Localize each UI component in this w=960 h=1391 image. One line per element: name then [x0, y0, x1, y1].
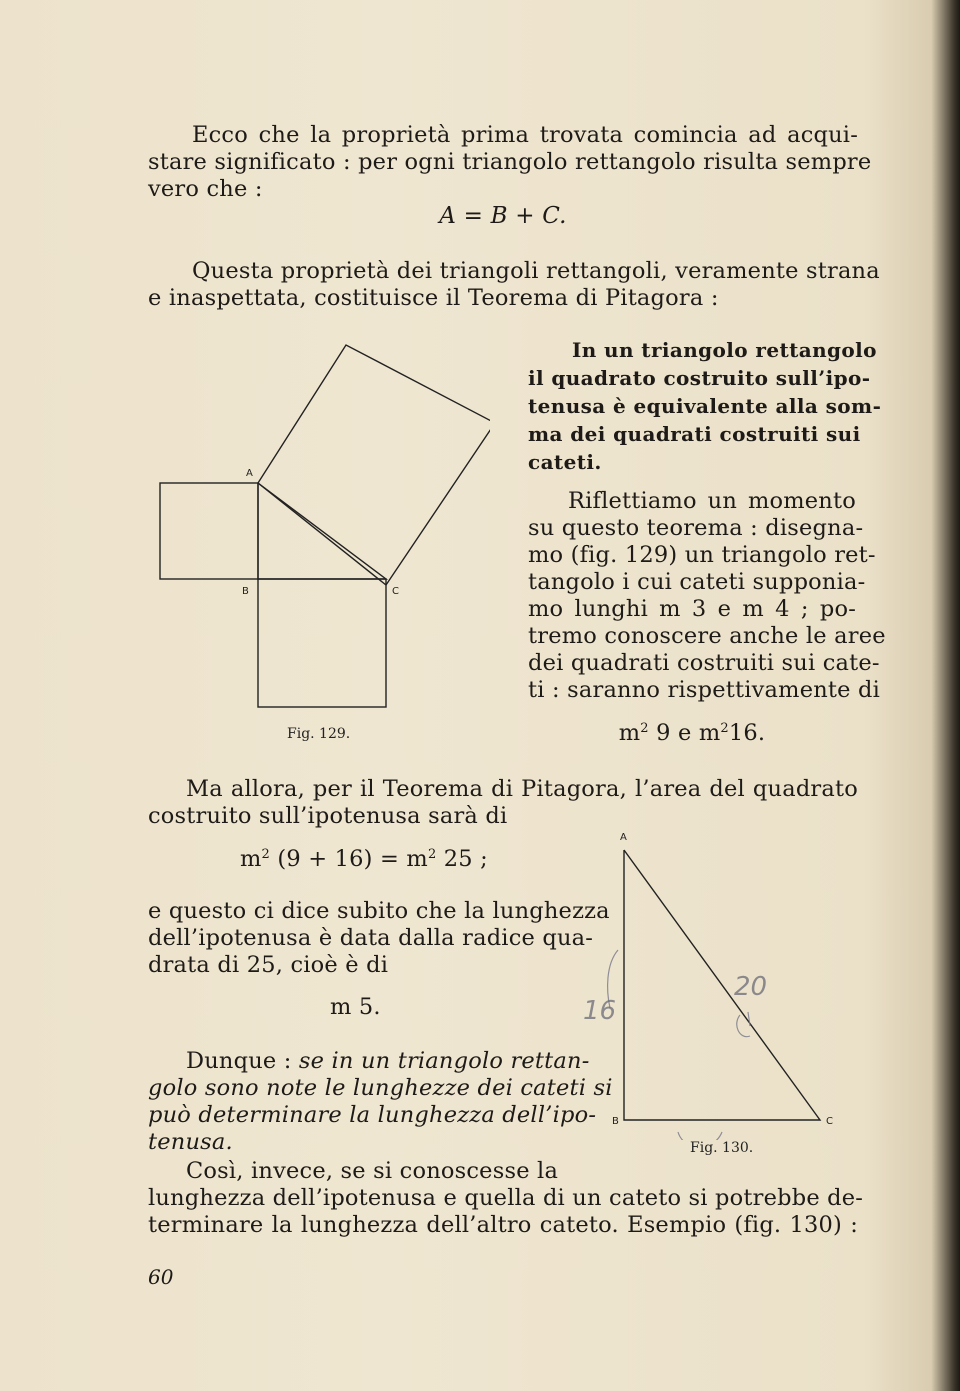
- text-line: su questo teorema : disegna-: [528, 515, 864, 541]
- pencil-annotation-20: 20: [734, 972, 768, 1002]
- paragraph-inverse: [148, 1158, 864, 1239]
- text-line: Ecco che la proprietà prima trovata comincia ad acqui-: [192, 122, 858, 148]
- triangle-130: [624, 850, 820, 1120]
- fig129-label-c: C: [392, 586, 399, 597]
- leg-square-bc: [258, 579, 386, 707]
- text-line: dell’ipotenusa è data dalla radice qua-: [148, 925, 594, 951]
- fig129-label-b: B: [242, 586, 249, 597]
- paragraph-pythagoras-intro: [148, 258, 880, 312]
- text-line: costruito sull’ipotenusa sarà di: [148, 803, 508, 829]
- hypotenuse-square: [258, 345, 490, 585]
- text-line: ti : saranno rispettivamente di: [528, 677, 881, 703]
- text-line: vero che :: [148, 176, 263, 202]
- theorem-statement: [528, 336, 882, 476]
- paragraph-reflection: [528, 488, 886, 704]
- text-line: il quadrato costruito sull’ipo-: [528, 366, 871, 390]
- text-line: Così, invece, se si conoscesse la: [186, 1158, 559, 1184]
- paragraph-hypotenuse-area: [148, 776, 858, 830]
- text-line: stare significato : per ogni triangolo rettangolo risulta sempre: [148, 149, 872, 175]
- text-line: lunghezza dell’ipotenusa e quella di un cateto si potrebbe de-: [148, 1185, 864, 1211]
- fig129-caption: Fig. 129.: [287, 726, 351, 742]
- fig130-label-a: A: [620, 832, 627, 843]
- formula-a-b-c: A = B + C.: [439, 203, 567, 229]
- text-line: drata di 25, cioè è di: [148, 952, 389, 978]
- figure-129-diagram: [150, 335, 490, 725]
- pencil-annotation-16: 16: [583, 996, 617, 1026]
- paragraph-intro: [148, 122, 872, 203]
- text-line: tangolo i cui cateti supponia-: [528, 569, 866, 595]
- text-line: terminare la lunghezza dell’altro cateto. Esempio (fig. 130) :: [148, 1212, 858, 1238]
- text-line: mo (fig. 129) un triangolo ret-: [528, 542, 876, 568]
- paragraph-conclusion: [148, 1048, 613, 1156]
- text-line: e inaspettata, costituisce il Teorema di Pitagora :: [148, 285, 719, 311]
- areas-formula: $m^2$ 9 e $m^216$.: [618, 720, 766, 746]
- leg-square-ab: [160, 483, 258, 579]
- text-line: In un triangolo rettangolo: [572, 338, 877, 362]
- paragraph-square-root: [148, 898, 610, 979]
- text-line: Ma allora, per il Teorema di Pitagora, l’area del quadrato: [186, 776, 858, 802]
- fig129-label-a: A: [246, 468, 253, 479]
- text-line: tenusa.: [148, 1129, 233, 1155]
- text-line: tremo conoscere anche le aree: [528, 623, 886, 649]
- fig130-label-b: B: [612, 1116, 619, 1127]
- hypotenuse-area-formula: $m^2$ $(9 + 16) = m^2$ 25 ;: [240, 846, 488, 872]
- text-line: può determinare la lunghezza dell’ipo-: [148, 1102, 597, 1128]
- figure-130-diagram: [600, 840, 830, 1140]
- triangle-129: [258, 483, 386, 579]
- text-line: golo sono note le lunghezze dei cateti si: [148, 1075, 613, 1101]
- page-number: 60: [148, 1265, 174, 1289]
- text-line: mo lunghi m 3 e m 4 ; po-: [528, 596, 856, 622]
- text-line: tenusa è equivalente alla som-: [528, 394, 882, 418]
- text-line: dei quadrati costruiti sui cate-: [528, 650, 880, 676]
- text-line: Riflettiamo un momento: [568, 488, 856, 514]
- text-line: cateti.: [528, 450, 602, 474]
- text-line: ma dei quadrati costruiti sui: [528, 422, 861, 446]
- result-m5: m 5.: [330, 994, 381, 1020]
- text-line: Dunque : se in un triangolo rettan-: [186, 1048, 590, 1074]
- text-line: Questa proprietà dei triangoli rettangoli, veramente strana: [192, 258, 880, 284]
- fig130-label-c: C: [826, 1116, 833, 1127]
- text-line: e questo ci dice subito che la lunghezza: [148, 898, 610, 924]
- fig130-caption: Fig. 130.: [690, 1140, 754, 1156]
- pencil-marks: [608, 950, 750, 1140]
